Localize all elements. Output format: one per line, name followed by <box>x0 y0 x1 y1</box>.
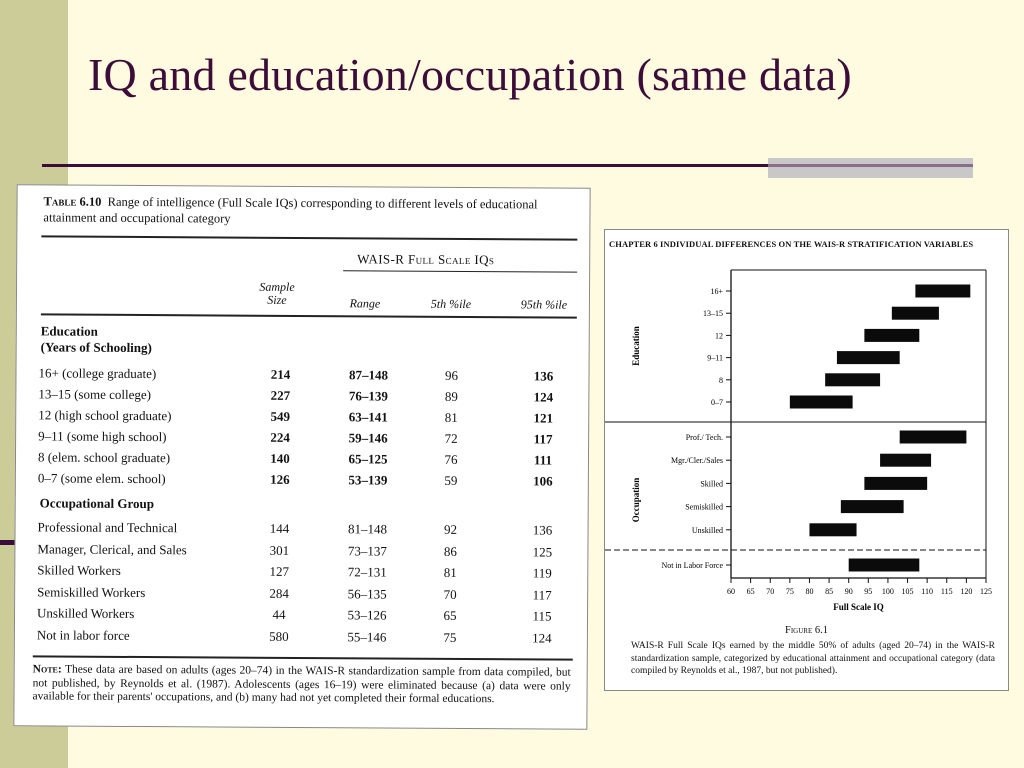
iqr-bar <box>849 559 920 572</box>
table-row <box>38 365 578 388</box>
x-tick-label: 70 <box>766 587 775 596</box>
p5-cell: 89 <box>444 388 458 404</box>
category-label: 13–15 <box>703 309 723 319</box>
iqr-bar <box>825 373 880 386</box>
range-cell: 65–125 <box>348 451 388 467</box>
figure-scan <box>604 229 1009 691</box>
title-underline <box>42 164 768 167</box>
table-row <box>38 428 578 451</box>
table-row <box>38 407 578 430</box>
range-cell: 59–146 <box>348 430 388 446</box>
range-cell: 72–131 <box>347 564 387 580</box>
range-cell: 73–137 <box>347 542 387 559</box>
x-tick-label: 60 <box>727 587 735 596</box>
p95-cell: 106 <box>533 473 553 489</box>
p95-cell: 117 <box>532 586 552 603</box>
x-tick-label: 65 <box>746 587 755 596</box>
table-row <box>37 627 577 650</box>
table-bottom-rule <box>33 655 573 660</box>
p95-cell: 111 <box>533 452 553 468</box>
p5-cell: 72 <box>444 430 458 446</box>
table-row <box>38 470 578 493</box>
p95-cell: 124 <box>533 389 554 405</box>
p95-cell: 121 <box>533 410 554 426</box>
sample-size-cell: 301 <box>269 542 290 558</box>
table-header-rule <box>41 313 577 318</box>
range-cell: 81–148 <box>348 521 388 537</box>
sample-size-cell: 144 <box>269 520 290 536</box>
p95-cell: 115 <box>532 608 552 624</box>
x-tick-label: 75 <box>785 587 794 596</box>
sample-size-cell: 284 <box>269 585 289 601</box>
iqr-bar <box>841 500 904 513</box>
range-chart <box>605 230 1009 622</box>
table-caption <box>43 193 583 228</box>
sample-size-cell: 214 <box>270 366 291 382</box>
x-tick-label: 95 <box>864 587 873 596</box>
category-label: Semiskilled <box>685 502 723 512</box>
category-label: 8 <box>719 375 723 385</box>
table-row <box>37 605 577 628</box>
col-header-range: Range <box>349 296 381 311</box>
p95-cell: 136 <box>533 368 554 384</box>
table-group-header: WAIS-R Full Scale IQs <box>357 251 495 268</box>
sample-size-cell: 227 <box>270 387 291 403</box>
category-label: Not in Labor Force <box>661 561 723 570</box>
range-cell: 56–135 <box>347 585 387 602</box>
p5-cell: 81 <box>444 409 458 425</box>
category-label: 12 <box>715 331 723 341</box>
row-label: Skilled Workers <box>37 562 121 578</box>
table-note-label: Note: <box>32 663 62 676</box>
range-cell: 87–148 <box>348 367 389 383</box>
row-label: Semiskilled Workers <box>37 583 146 600</box>
range-cell: 53–139 <box>348 472 388 488</box>
iqr-bar <box>864 477 927 490</box>
sample-size-cell: 549 <box>270 408 291 424</box>
group-label-occupation: Occupation <box>631 477 641 523</box>
p95-cell: 119 <box>532 565 552 581</box>
category-label: 0–7 <box>711 398 723 407</box>
x-tick-label: 105 <box>901 587 914 596</box>
table-caption-text: Range of intelligence (Full Scale IQs) corresponding to different levels of educational attainment and occupational category <box>43 194 538 226</box>
p5-cell: 65 <box>443 607 457 623</box>
range-cell: 63–141 <box>348 409 388 425</box>
p95-cell: 136 <box>532 522 553 538</box>
iqr-bar <box>837 351 900 364</box>
x-tick-label: 80 <box>805 587 814 596</box>
p5-cell: 76 <box>444 451 458 467</box>
p5-cell: 96 <box>444 367 459 383</box>
iqr-bar <box>864 329 919 342</box>
table-row <box>38 386 578 409</box>
row-label: 8 (elem. school graduate) <box>37 449 171 466</box>
table-row <box>38 449 578 472</box>
x-tick-label: 90 <box>844 587 853 596</box>
row-label: 0–7 (some elem. school) <box>37 470 166 487</box>
row-label: Manager, Clerical, and Sales <box>37 540 187 557</box>
x-tick-label: 85 <box>825 587 834 596</box>
category-label: 16+ <box>710 287 723 296</box>
col-header-p95: 95th %ile <box>520 297 568 312</box>
sample-size-cell: 126 <box>270 471 290 487</box>
x-tick-label: 110 <box>921 587 934 596</box>
figure-running-header: CHAPTER 6 INDIVIDUAL DIFFERENCES ON THE WAIS-R STRATIFICATION VARIABLES <box>609 239 974 249</box>
education-heading <box>41 323 152 356</box>
col-header-sample: Sample Size <box>259 279 295 307</box>
row-label: 12 (high school graduate) <box>38 407 172 424</box>
table-row <box>37 541 577 564</box>
sample-size-cell: 580 <box>269 628 289 644</box>
range-cell: 53–126 <box>347 607 387 623</box>
row-label: 9–11 (some high school) <box>38 428 167 445</box>
table-row <box>37 519 577 542</box>
sample-size-cell: 140 <box>270 450 290 466</box>
education-heading-line2: (Years of Schooling) <box>40 339 152 356</box>
range-cell: 76–139 <box>348 388 388 404</box>
iqr-bar <box>900 431 967 444</box>
category-label: Unskilled <box>691 525 723 535</box>
x-tick-label: 125 <box>980 587 992 596</box>
education-heading-line1: Education <box>40 323 98 339</box>
table-row <box>37 584 577 607</box>
table-group-rule <box>343 270 577 272</box>
range-cell: 55–146 <box>347 628 387 645</box>
p5-cell: 92 <box>444 521 458 537</box>
category-label: 9–11 <box>707 353 723 363</box>
category-label: Mgr./Cler./Sales <box>671 456 723 466</box>
sample-size-cell: 127 <box>269 563 290 579</box>
x-tick-label: 115 <box>940 587 953 596</box>
x-tick-label: 100 <box>881 587 894 596</box>
row-label: Professional and Technical <box>37 519 178 536</box>
x-tick-label: 120 <box>960 587 973 596</box>
figure-caption: WAIS-R Full Scale IQs earned by the middle 50% of adults (aged 20–74) in the WAIS-R standardization sample, categorized by educational attainment and occupational category (data compiled by Reynolds et al., 1987, but not published). <box>631 641 995 676</box>
occupation-heading: Occupational Group <box>39 495 155 512</box>
p5-cell: 86 <box>443 543 457 559</box>
figure-caption-title: Figure 6.1 <box>785 625 828 636</box>
p5-cell: 75 <box>443 629 457 645</box>
row-label: 16+ (college graduate) <box>38 365 157 382</box>
table-note-text: These data are based on adults (ages 20–74) in the WAIS-R standardization sample from data compiled, but not published, by Reynolds et al. (1987). Adolescents (ages 16–19) were eliminated because (a) data were only available for their parents' occupations, and (b) many had not yet completed their formal educations. <box>32 663 571 706</box>
row-label: Not in labor force <box>36 626 130 643</box>
table-top-rule <box>41 235 577 240</box>
row-label: Unskilled Workers <box>36 605 135 621</box>
table-row <box>37 562 577 585</box>
table-caption-label: Table 6.10 <box>43 194 102 209</box>
p95-cell: 117 <box>533 431 553 447</box>
slide-title: IQ and education/occupation (same data) <box>88 49 852 100</box>
p5-cell: 59 <box>444 472 458 488</box>
p5-cell: 70 <box>443 586 457 602</box>
category-label: Skilled <box>700 479 723 489</box>
row-label: 13–15 (some college) <box>38 386 152 403</box>
col-header-p5: 5th %ile <box>430 296 472 312</box>
p5-cell: 81 <box>443 564 457 580</box>
iqr-bar <box>790 396 853 409</box>
iqr-bar <box>892 307 939 320</box>
sample-size-cell: 44 <box>272 606 286 622</box>
sample-size-cell: 224 <box>270 429 290 445</box>
iqr-bar <box>915 285 970 298</box>
title-underline-accent <box>768 158 973 178</box>
p95-cell: 125 <box>532 543 553 560</box>
group-label-education: Education <box>631 326 641 366</box>
iqr-bar <box>880 454 931 467</box>
p95-cell: 124 <box>532 629 552 646</box>
iqr-bar <box>809 523 856 536</box>
x-axis-label: Full Scale IQ <box>833 602 884 612</box>
table-scan <box>13 184 590 729</box>
table-note <box>32 663 570 707</box>
category-label: Prof./ Tech. <box>685 433 723 442</box>
